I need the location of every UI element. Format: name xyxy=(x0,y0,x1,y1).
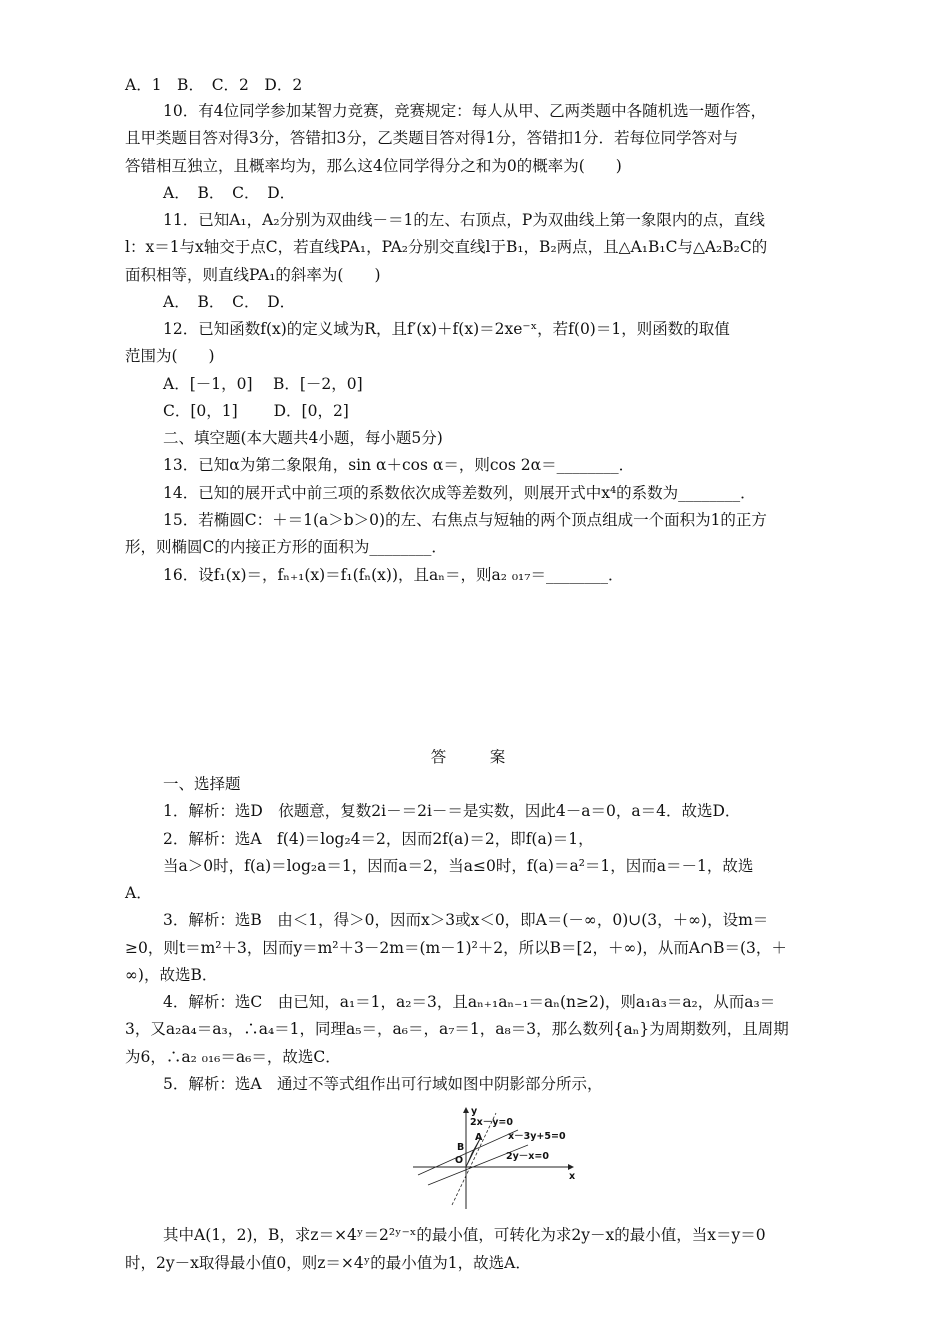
q9-options: A．1 B． C．2 D．2 xyxy=(125,76,303,94)
q10-text-3: 答错相互独立，且概率均为，那么这4位同学得分之和为0的概率为( ) xyxy=(125,157,622,175)
answer-4-line2: 3，又a₂a₄＝a₃，∴a₄＝1，同理a₅＝，a₆＝，a₇＝1，a₈＝3，那么数列{aₙ}为周期数列，且周期 xyxy=(125,1020,789,1038)
label-A: A xyxy=(475,1132,483,1143)
q12-text-2: 范围为( ) xyxy=(125,347,215,365)
answer-2-line2: 当a＞0时，f(a)＝log₂a＝1，因而a＝2，当a≤0时，f(a)＝a²＝1，因而a＝－1，故选 xyxy=(163,857,754,875)
q10-options: A． B． C． D． xyxy=(163,184,296,202)
answer-5-line1: 5．解析：选A 通过不等式组作出可行域如图中阴影部分所示， xyxy=(163,1075,603,1093)
answer-3-line2: ≥0，则t＝m²＋3，因而y＝m²＋3－2m＝(m－1)²＋2，所以B＝[2，＋∞)，从而A∩B＝(3，＋ xyxy=(125,939,787,957)
q12-text-1: 12．已知函数f(x)的定义域为R，且f′(x)＋f(x)＝2xe⁻ˣ，若f(0)＝1，则函数的取值 xyxy=(163,320,730,338)
label-y: y xyxy=(471,1106,478,1117)
q10-text-2: 且甲类题目答对得3分，答错扣3分，乙类题目答对得1分，答错扣1分．若每位同学答对与 xyxy=(125,129,738,147)
answers-title: 答 案 xyxy=(430,748,520,766)
answer-5-line2: 其中A(1，2)，B，求z＝×4ʸ＝2²ʸ⁻ˣ的最小值，可转化为求2y－x的最小值，当x＝y＝0 xyxy=(163,1226,766,1244)
q12-options-ab: A．[－1，0] B．[－2，0] xyxy=(163,375,363,393)
answer-2-line1: 2．解析：选A f(4)＝log₂4＝2，因而2f(a)＝2，即f(a)＝1， xyxy=(163,830,594,848)
label-x: x xyxy=(569,1171,576,1182)
section2-title: 二、填空题(本大题共4小题，每小题5分) xyxy=(163,429,443,447)
q16-text: 16．设f₁(x)＝，fₙ₊₁(x)＝f₁(fₙ(x))，且aₙ＝，则a₂ ₀₁₇＝________． xyxy=(163,566,624,584)
answer-4-line3: 为6，∴a₂ ₀₁₆＝a₆＝，故选C． xyxy=(125,1048,341,1066)
x-axis-arrow xyxy=(568,1164,574,1170)
q11-text-2: l：x＝1与x轴交于点C，若直线PA₁，PA₂分别交直线l于B₁，B₂两点，且△A₁B₁C与△A₂B₂C的 xyxy=(125,238,768,256)
label-line3: 2y－x=0 xyxy=(506,1151,550,1162)
q15-text-1: 15．若椭圆C：＋＝1(a＞b＞0)的左、右焦点与短轴的两个顶点组成一个面积为1的正方 xyxy=(163,511,767,529)
q11-options: A． B． C． D． xyxy=(163,293,296,311)
label-line1: 2x－y=0 xyxy=(470,1117,514,1128)
line-x-minus-3y xyxy=(418,1130,518,1175)
answers-section1: 一、选择题 xyxy=(163,775,241,793)
answer-4-line1: 4．解析：选C 由已知，a₁＝1，a₂＝3，且aₙ₊₁aₙ₋₁＝aₙ(n≥2)，则a₁a₃＝a₂，从而a₃＝ xyxy=(163,993,776,1011)
q14-text: 14．已知的展开式中前三项的系数依次成等差数列，则展开式中x⁴的系数为________． xyxy=(163,484,756,502)
q11-text-3: 面积相等，则直线PA₁的斜率为( ) xyxy=(125,266,381,284)
y-axis-arrow xyxy=(463,1107,469,1113)
q10-text-1: 10．有4位同学参加某智力竞赛，竞赛规定：每人从甲、乙两类题中各随机选一题作答， xyxy=(163,102,767,120)
answer-1: 1．解析：选D 依题意，复数2i－＝2i－＝是实数，因此4－a＝0，a＝4．故选D． xyxy=(163,802,741,820)
label-O: O xyxy=(455,1155,464,1166)
answer-3-line1: 3．解析：选B 由＜1，得＞0，因而x＞3或x＜0，即A＝(－∞，0)∪(3，＋∞)，设m＝ xyxy=(163,911,769,929)
q12-options-cd: C．[0，1] D．[0，2] xyxy=(163,402,349,420)
answer-2-line3: A． xyxy=(125,884,152,902)
label-line2: x－3y+5=0 xyxy=(508,1131,566,1142)
q15-text-2: 形，则椭圆C的内接正方形的面积为________． xyxy=(125,538,447,556)
answer-5-line3: 时，2y－x取得最小值0，则z＝×4ʸ的最小值为1，故选A． xyxy=(125,1254,531,1272)
feasible-region-figure xyxy=(408,1105,578,1212)
answer-3-line3: ∞)，故选B． xyxy=(125,966,218,984)
label-B: B xyxy=(457,1142,465,1153)
q11-text-1: 11．已知A₁，A₂分别为双曲线－＝1的左、右顶点，P为双曲线上第一象限内的点，直线 xyxy=(163,211,765,229)
q13-text: 13．已知α为第二象限角，sin α＋cos α＝，则cos 2α＝________． xyxy=(163,456,635,474)
